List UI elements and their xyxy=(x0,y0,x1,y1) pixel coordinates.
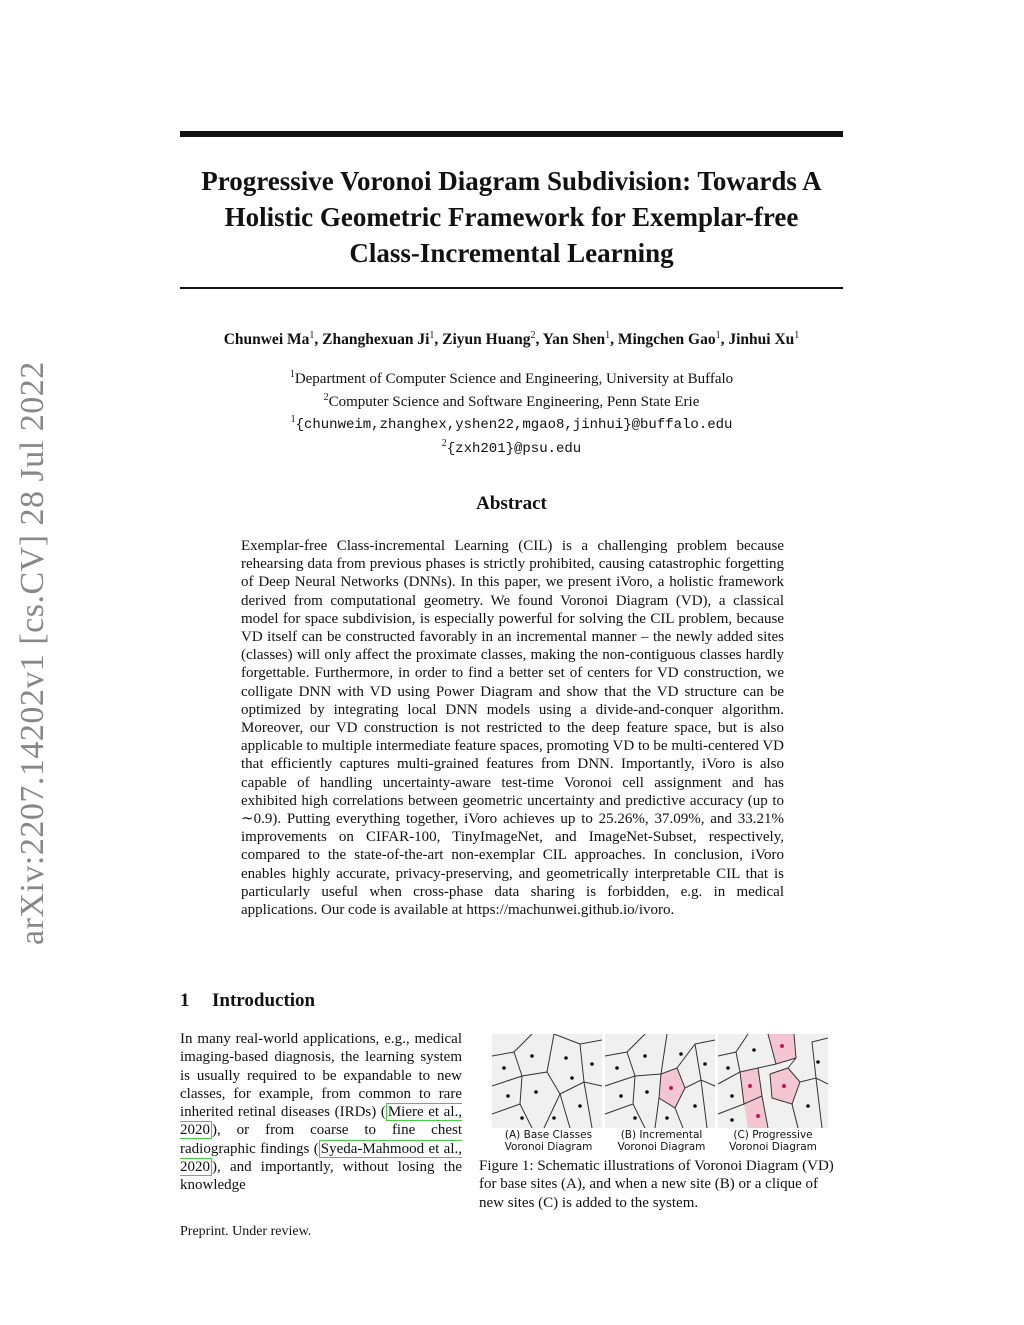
panel-label-b: (B) Incremental Voronoi Diagram xyxy=(617,1129,706,1153)
author: Yan Shen$^1$ xyxy=(542,330,611,349)
affiliation: $^2$Computer Science and Software Engineering, Penn State Erie xyxy=(323,391,700,410)
voronoi-panel-a xyxy=(492,1034,602,1128)
author: Jinhui Xu$^1$ xyxy=(728,330,800,349)
title-line: Class-Incremental Learning xyxy=(349,238,674,268)
title-bottom-rule xyxy=(180,287,843,289)
author: Mingchen Gao$^1$ xyxy=(617,330,721,349)
author: Zhanghexuan Ji$^1$ xyxy=(322,330,435,349)
affiliations xyxy=(180,366,843,458)
title-line: Holistic Geometric Framework for Exemplar-free xyxy=(224,202,799,232)
panel-label-a: (A) Base Classes Voronoi Diagram xyxy=(504,1129,593,1153)
author: Ziyun Huang$^2$ xyxy=(442,330,536,349)
figure-1 xyxy=(492,1034,828,1154)
section-heading: 1 Introduction xyxy=(180,990,316,1011)
intro-paragraph: In many real-world applications, e.g., medical imaging-based diagnosis, the learning system is usually required to be expandable to new classes, for example, from common to rare inherited retinal diseases (IRDs) ( Miere et al., 2020 ), or from coarse to fine chest radiographic findings ( Syeda-Mahmood et al., 2020 ), and importantly, without losing the knowledge xyxy=(180,1031,463,1194)
title-line: Progressive Voronoi Diagram Subdivision: Towards A xyxy=(201,166,822,196)
title-top-rule xyxy=(180,131,843,137)
affiliation: $^1$Department of Computer Science and Engineering, University at Buffalo xyxy=(289,369,734,387)
voronoi-figure-graphic xyxy=(492,1034,828,1128)
author: Chunwei Ma$^1$ xyxy=(223,330,315,349)
citation-link[interactable]: Miere et al., 2020 xyxy=(180,1104,463,1139)
figure-caption: Figure 1: Schematic illustrations of Voronoi Diagram (VD) for base sites (A), and when a new site (B) or a clique of new sites (C) is added to the system. xyxy=(479,1158,834,1211)
panel-label-c: (C) Progressive Voronoi Diagram xyxy=(729,1129,817,1153)
citation-link[interactable]: Syeda-Mahmood et al., 2020 xyxy=(180,1140,462,1176)
author-list: Chunwei Ma$^1$, Zhanghexuan Ji$^1$, Ziyun Huang$^2$, Yan Shen$^1$, Mingchen Gao$^1$, Jinhui Xu$^1$ xyxy=(223,330,800,349)
abstract-body: Exemplar-free Class-incremental Learning (CIL) is a challenging problem because rehearsing data from previous phases is strictly prohibited, causing catastrophic forgetting of Deep Neural Networks (DNNs). In this paper, we present iVoro, a holistic framework derived from computational geometry. We found Voronoi Diagram (VD), a classical model for space subdivision, is especially powerful for solving the CIL problem, because VD itself can be constructed favorably in an incremental manner – the newly added sites (classes) will only affect the proximate classes, making the non-contiguous classes hardly forgettable. Furthermore, in order to find a better set of centers for VD construction, we colligate DNN with VD using Power Diagram and show that the VD structure can be optimized by integrating local DNN models using a divide-and-conquer algorithm. Moreover, our VD construction is not restricted to the deep feature space, but is also applicable to multiple intermediate feature spaces, promoting VD to be multi-centered VD that efficiently captures multi-grained features from DNN. Importantly, iVoro is also capable of handling uncertainty-aware test-time Voronoi cell assignment and has exhibited high correlations between geometric uncertainty and predictive accuracy (up to ∼0.9). Putting everything together, iVoro achieves up to 25.26%, 37.09%, and 33.21% improvements on CIFAR-100, TinyImageNet, and ImageNet-Subset, respectively, compared to the state-of-the-art non-exemplar CIL approaches. In conclusion, iVoro enables highly accurate, privacy-preserving, and geometrically interpretable CIL that is particularly useful when cross-phase data sharing is forbidden, e.g. in medical applications. Our code is available at https://machunwei.github.io/ivoro. xyxy=(241,538,784,919)
voronoi-panel-c xyxy=(718,1034,828,1128)
abstract-heading: Abstract xyxy=(476,493,547,514)
email: $^2${zxh201}@psu.edu xyxy=(441,437,582,457)
arxiv-side-stamp: arXiv:2207.14202v1 [cs.CV] 28 Jul 2022 xyxy=(14,361,51,945)
voronoi-panel-b xyxy=(605,1034,715,1128)
paper-title xyxy=(180,163,843,271)
footer-note: Preprint. Under review. xyxy=(180,1224,312,1239)
email: $^1${chunweim,zhanghex,yshen22,mgao8,jinhui}@buffalo.edu xyxy=(290,414,733,433)
